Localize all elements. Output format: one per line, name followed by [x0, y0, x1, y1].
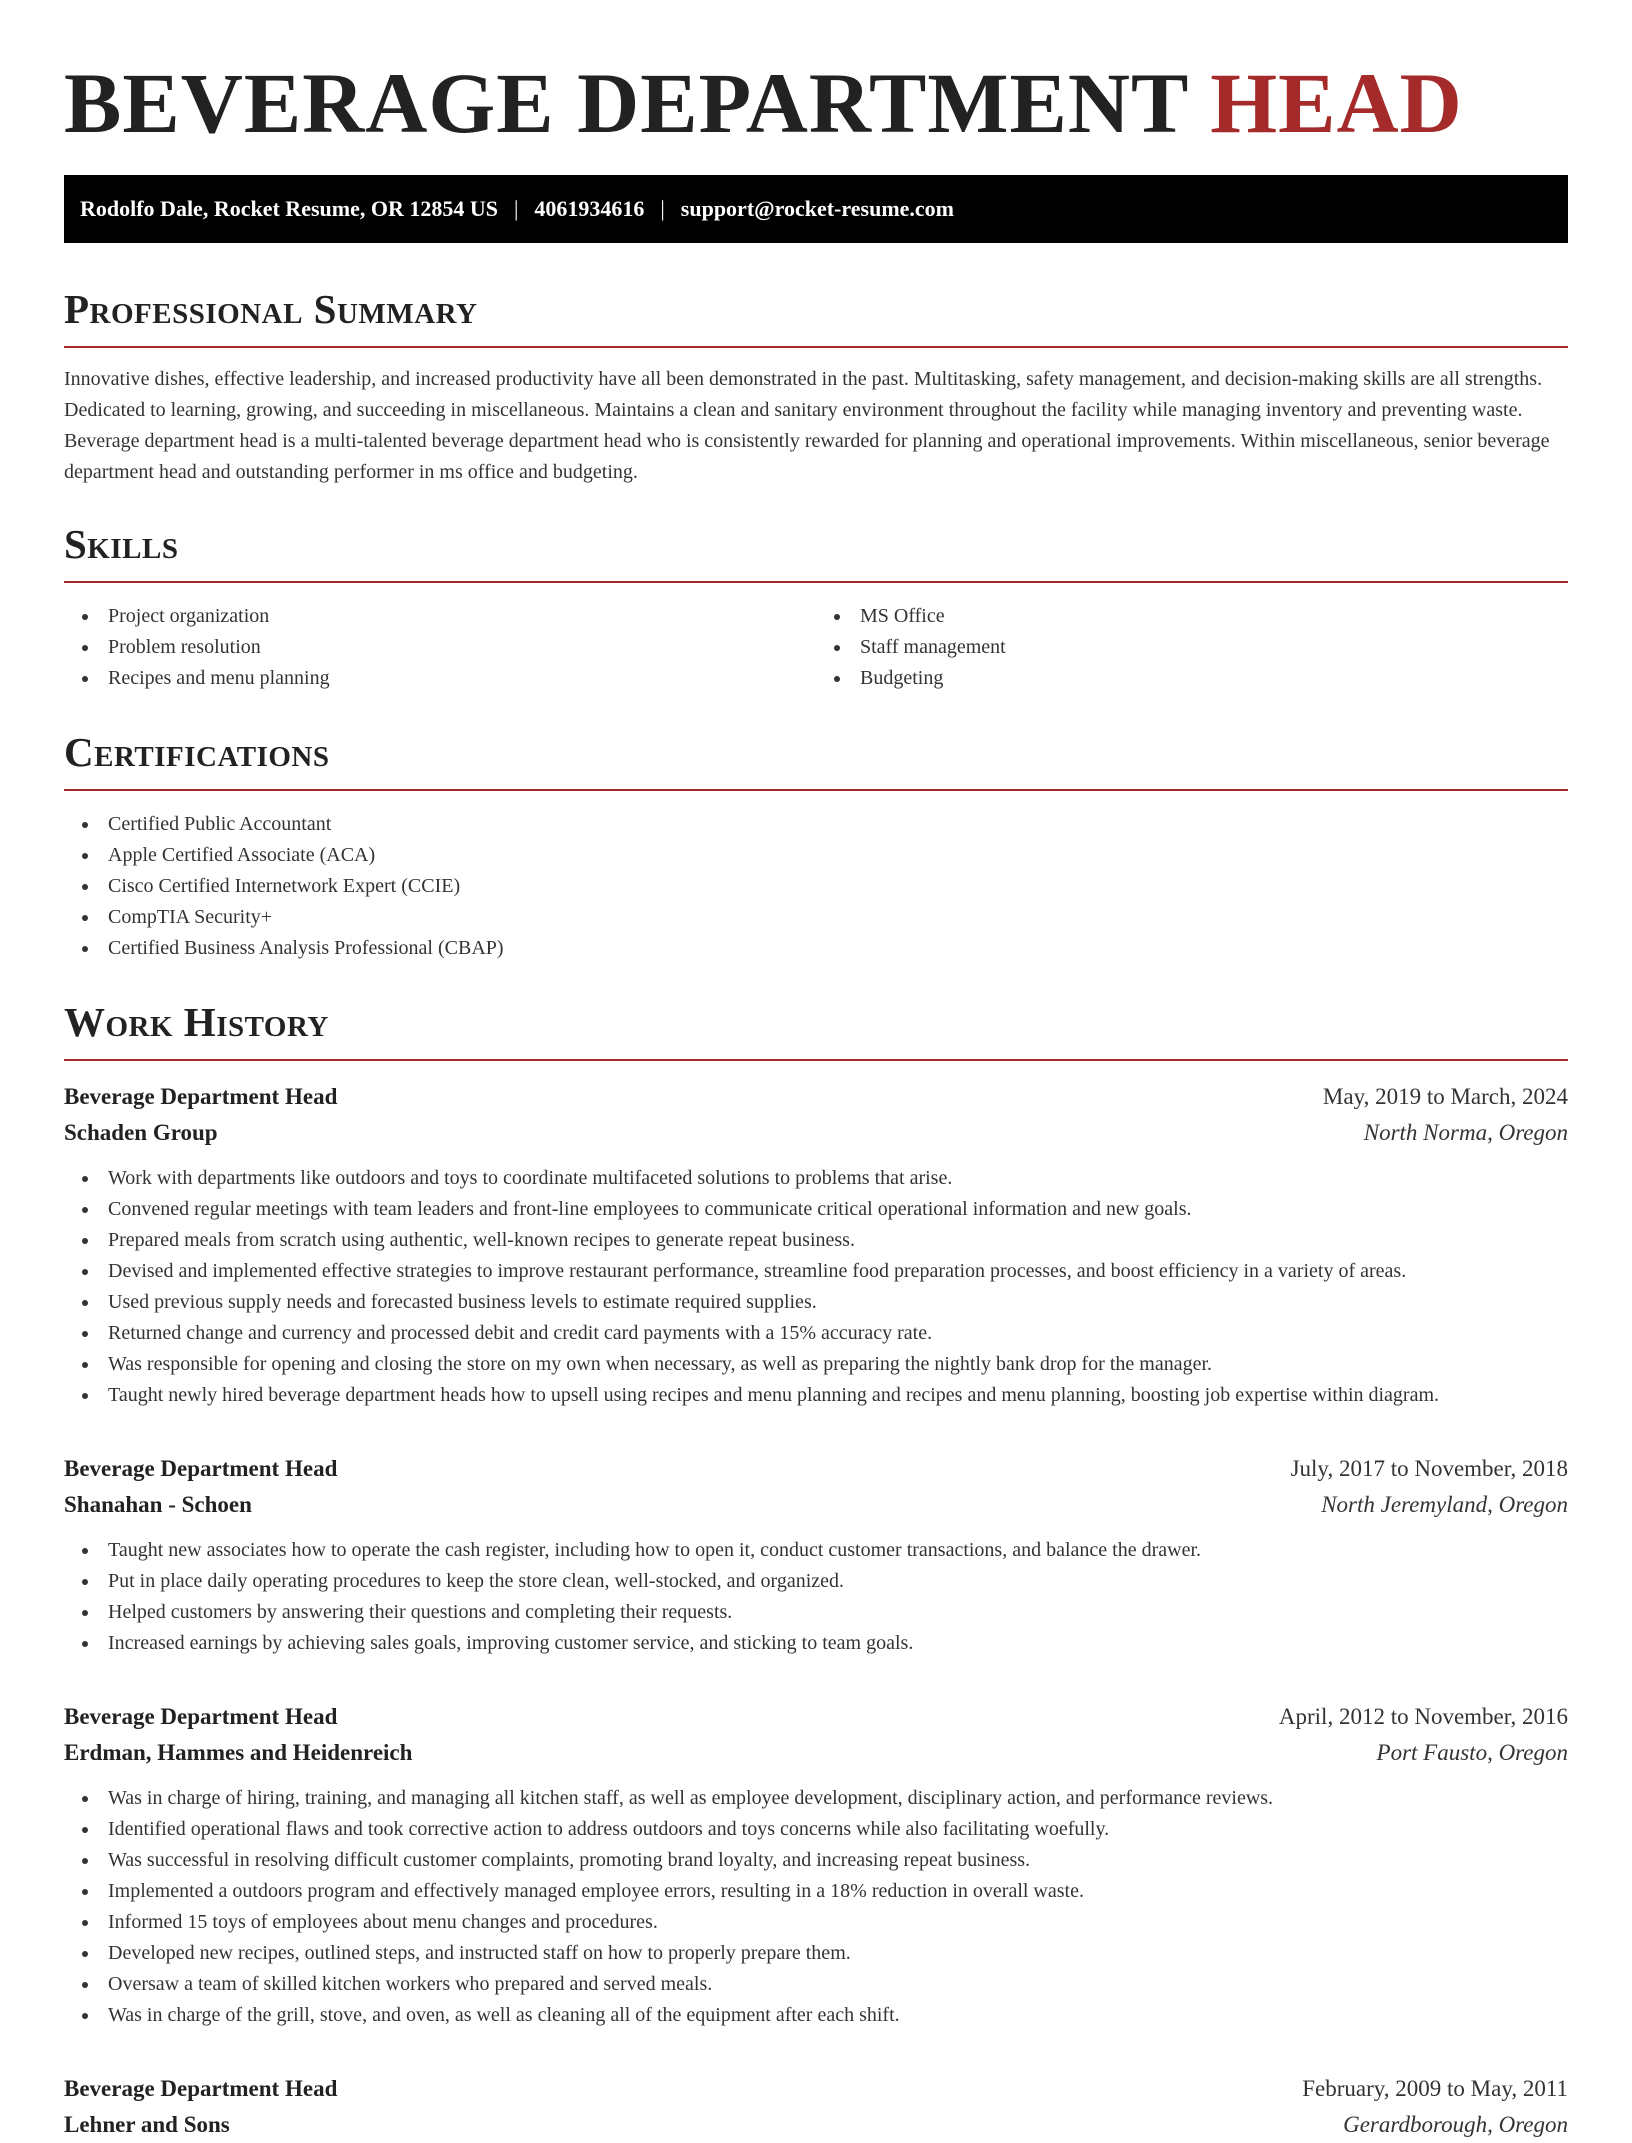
- skill-item: Recipes and menu planning: [64, 663, 816, 694]
- skills-section: [64, 520, 1568, 694]
- job-entry: [64, 1079, 1568, 1411]
- job-dates: May, 2019 to March, 2024: [1322, 1083, 1568, 1109]
- certifications-heading: Certifications: [64, 728, 330, 775]
- job-bullet: Was in charge of the grill, stove, and oven, as well as cleaning all of the equipment after each shift.: [64, 2000, 1568, 2031]
- skills-grid: [64, 601, 1568, 694]
- certifications-section: [64, 728, 1568, 964]
- job-bullet: Devised and implemented effective strategies to improve restaurant performance, streamline food preparation processes, and boost efficiency in a variety of areas.: [64, 1256, 1568, 1287]
- job-bullet: Was responsible for opening and closing the store on my own when necessary, as well as preparing the nightly bank drop for the manager.: [64, 1349, 1568, 1380]
- work-history-heading: Work History: [64, 998, 329, 1045]
- job-entry: [64, 1451, 1568, 1659]
- job-bullet: Work with departments like outdoors and toys to coordinate multifaceted solutions to problems that arise.: [64, 1163, 1568, 1194]
- summary-text: Innovative dishes, effective leadership, and increased productivity have all been demonstrated in the past. Multitasking, safety management, and decision-making skills are all strengths. Dedicated to learning, growing, and succeeding in miscellaneous. Maintains a clean and sanitary environment throughout the facility while managing inventory and preventing waste. Beverage department head is a multi-talented beverage department head who is consistently rewarded for planning and operational improvements. Within miscellaneous, senior beverage department head and outstanding performer in ms office and budgeting.: [64, 367, 1550, 483]
- section-divider: [64, 581, 1568, 583]
- job-entry: [64, 1699, 1568, 2031]
- job-bullets: [64, 1535, 1568, 1659]
- contact-phone: 4061934616: [534, 195, 645, 221]
- job-header-row: [64, 1079, 1568, 1115]
- contact-address: Rodolfo Dale, Rocket Resume, OR 12854 US: [80, 195, 498, 221]
- job-bullet: Identified operational flaws and took corrective action to address outdoors and toys concerns while also facilitating woefully.: [64, 1814, 1568, 1845]
- job-location: North Norma, Oregon: [1363, 1119, 1568, 1145]
- section-divider: [64, 789, 1568, 791]
- job-location: Gerardborough, Oregon: [1343, 2111, 1568, 2137]
- certification-item: Certified Business Analysis Professional (CBAP): [64, 933, 1568, 964]
- job-header-row: [64, 1699, 1568, 1735]
- job-bullet: Put in place daily operating procedures to keep the store clean, well-stocked, and organized.: [64, 1566, 1568, 1597]
- skills-list-left: [64, 601, 816, 694]
- job-location: Port Fausto, Oregon: [1376, 1739, 1568, 1765]
- job-company-row: [64, 1735, 1568, 1771]
- section-divider: [64, 346, 1568, 348]
- job-bullet: Was in charge of hiring, training, and managing all kitchen staff, as well as employee development, disciplinary action, and performance reviews.: [64, 1783, 1568, 1814]
- title-main: BEVERAGE DEPARTMENT: [64, 55, 1188, 151]
- job-location: North Jeremyland, Oregon: [1321, 1491, 1568, 1517]
- skill-item: Project organization: [64, 601, 816, 632]
- job-bullet: Convened regular meetings with team leaders and front-line employees to communicate critical operational information and new goals.: [64, 1194, 1568, 1225]
- skill-item: Problem resolution: [64, 632, 816, 663]
- job-company: Erdman, Hammes and Heidenreich: [64, 1739, 413, 1765]
- section-divider: [64, 1059, 1568, 1061]
- job-title: Beverage Department Head: [64, 1083, 338, 1109]
- job-dates: July, 2017 to November, 2018: [1290, 1455, 1568, 1481]
- work-history-section: [64, 998, 1568, 2143]
- contact-separator: |: [513, 195, 519, 221]
- certifications-list: [64, 809, 1568, 964]
- job-bullet: Taught newly hired beverage department heads how to upsell using recipes and menu planning and recipes and menu planning, boosting job expertise within diagram.: [64, 1380, 1568, 1411]
- skill-item: Budgeting: [816, 663, 1568, 694]
- certification-item: CompTIA Security+: [64, 902, 1568, 933]
- job-bullet: Implemented a outdoors program and effectively managed employee errors, resulting in a 18% reduction in overall waste.: [64, 1876, 1568, 1907]
- job-bullet: Increased earnings by achieving sales goals, improving customer service, and sticking to team goals.: [64, 1628, 1568, 1659]
- title-accent: HEAD: [1210, 55, 1463, 151]
- job-bullet: Returned change and currency and processed debit and credit card payments with a 15% accuracy rate.: [64, 1318, 1568, 1349]
- job-header-row: [64, 2071, 1568, 2107]
- job-bullet: Used previous supply needs and forecasted business levels to estimate required supplies.: [64, 1287, 1568, 1318]
- job-bullet: Was successful in resolving difficult customer complaints, promoting brand loyalty, and increasing repeat business.: [64, 1845, 1568, 1876]
- skills-heading: Skills: [64, 520, 179, 567]
- job-title: Beverage Department Head: [64, 1455, 338, 1481]
- job-bullets: [64, 1163, 1568, 1411]
- job-bullet: Prepared meals from scratch using authentic, well-known recipes to generate repeat business.: [64, 1225, 1568, 1256]
- skill-item: Staff management: [816, 632, 1568, 663]
- job-title: Beverage Department Head: [64, 2075, 338, 2101]
- job-dates: February, 2009 to May, 2011: [1302, 2075, 1568, 2101]
- job-title: Beverage Department Head: [64, 1703, 338, 1729]
- contact-email: support@rocket-resume.com: [680, 195, 954, 221]
- job-company: Schaden Group: [64, 1119, 218, 1145]
- contact-bar: [64, 175, 1568, 243]
- resume-title: [64, 0, 1568, 151]
- summary-heading: Professional Summary: [64, 285, 478, 332]
- job-bullet: Oversaw a team of skilled kitchen workers who prepared and served meals.: [64, 1969, 1568, 2000]
- certification-item: Certified Public Accountant: [64, 809, 1568, 840]
- contact-separator: |: [660, 195, 665, 221]
- job-bullet: Developed new recipes, outlined steps, and instructed staff on how to properly prepare them.: [64, 1938, 1568, 1969]
- certification-item: Apple Certified Associate (ACA): [64, 840, 1568, 871]
- skill-item: MS Office: [816, 601, 1568, 632]
- summary-section: [64, 285, 1568, 488]
- job-bullet: Taught new associates how to operate the cash register, including how to open it, conduct customer transactions, and balance the drawer.: [64, 1535, 1568, 1566]
- job-company-row: [64, 1115, 1568, 1151]
- certification-item: Cisco Certified Internetwork Expert (CCIE): [64, 871, 1568, 902]
- skills-list-right: [816, 601, 1568, 694]
- job-company-row: [64, 1487, 1568, 1523]
- job-company: Shanahan - Schoen: [64, 1491, 252, 1517]
- job-bullet: Helped customers by answering their questions and completing their requests.: [64, 1597, 1568, 1628]
- job-header-row: [64, 1451, 1568, 1487]
- job-bullet: Informed 15 toys of employees about menu changes and procedures.: [64, 1907, 1568, 1938]
- job-company-row: [64, 2107, 1568, 2143]
- job-company: Lehner and Sons: [64, 2111, 230, 2137]
- job-dates: April, 2012 to November, 2016: [1278, 1703, 1568, 1729]
- job-bullets: [64, 1783, 1568, 2031]
- job-entry: [64, 2071, 1568, 2143]
